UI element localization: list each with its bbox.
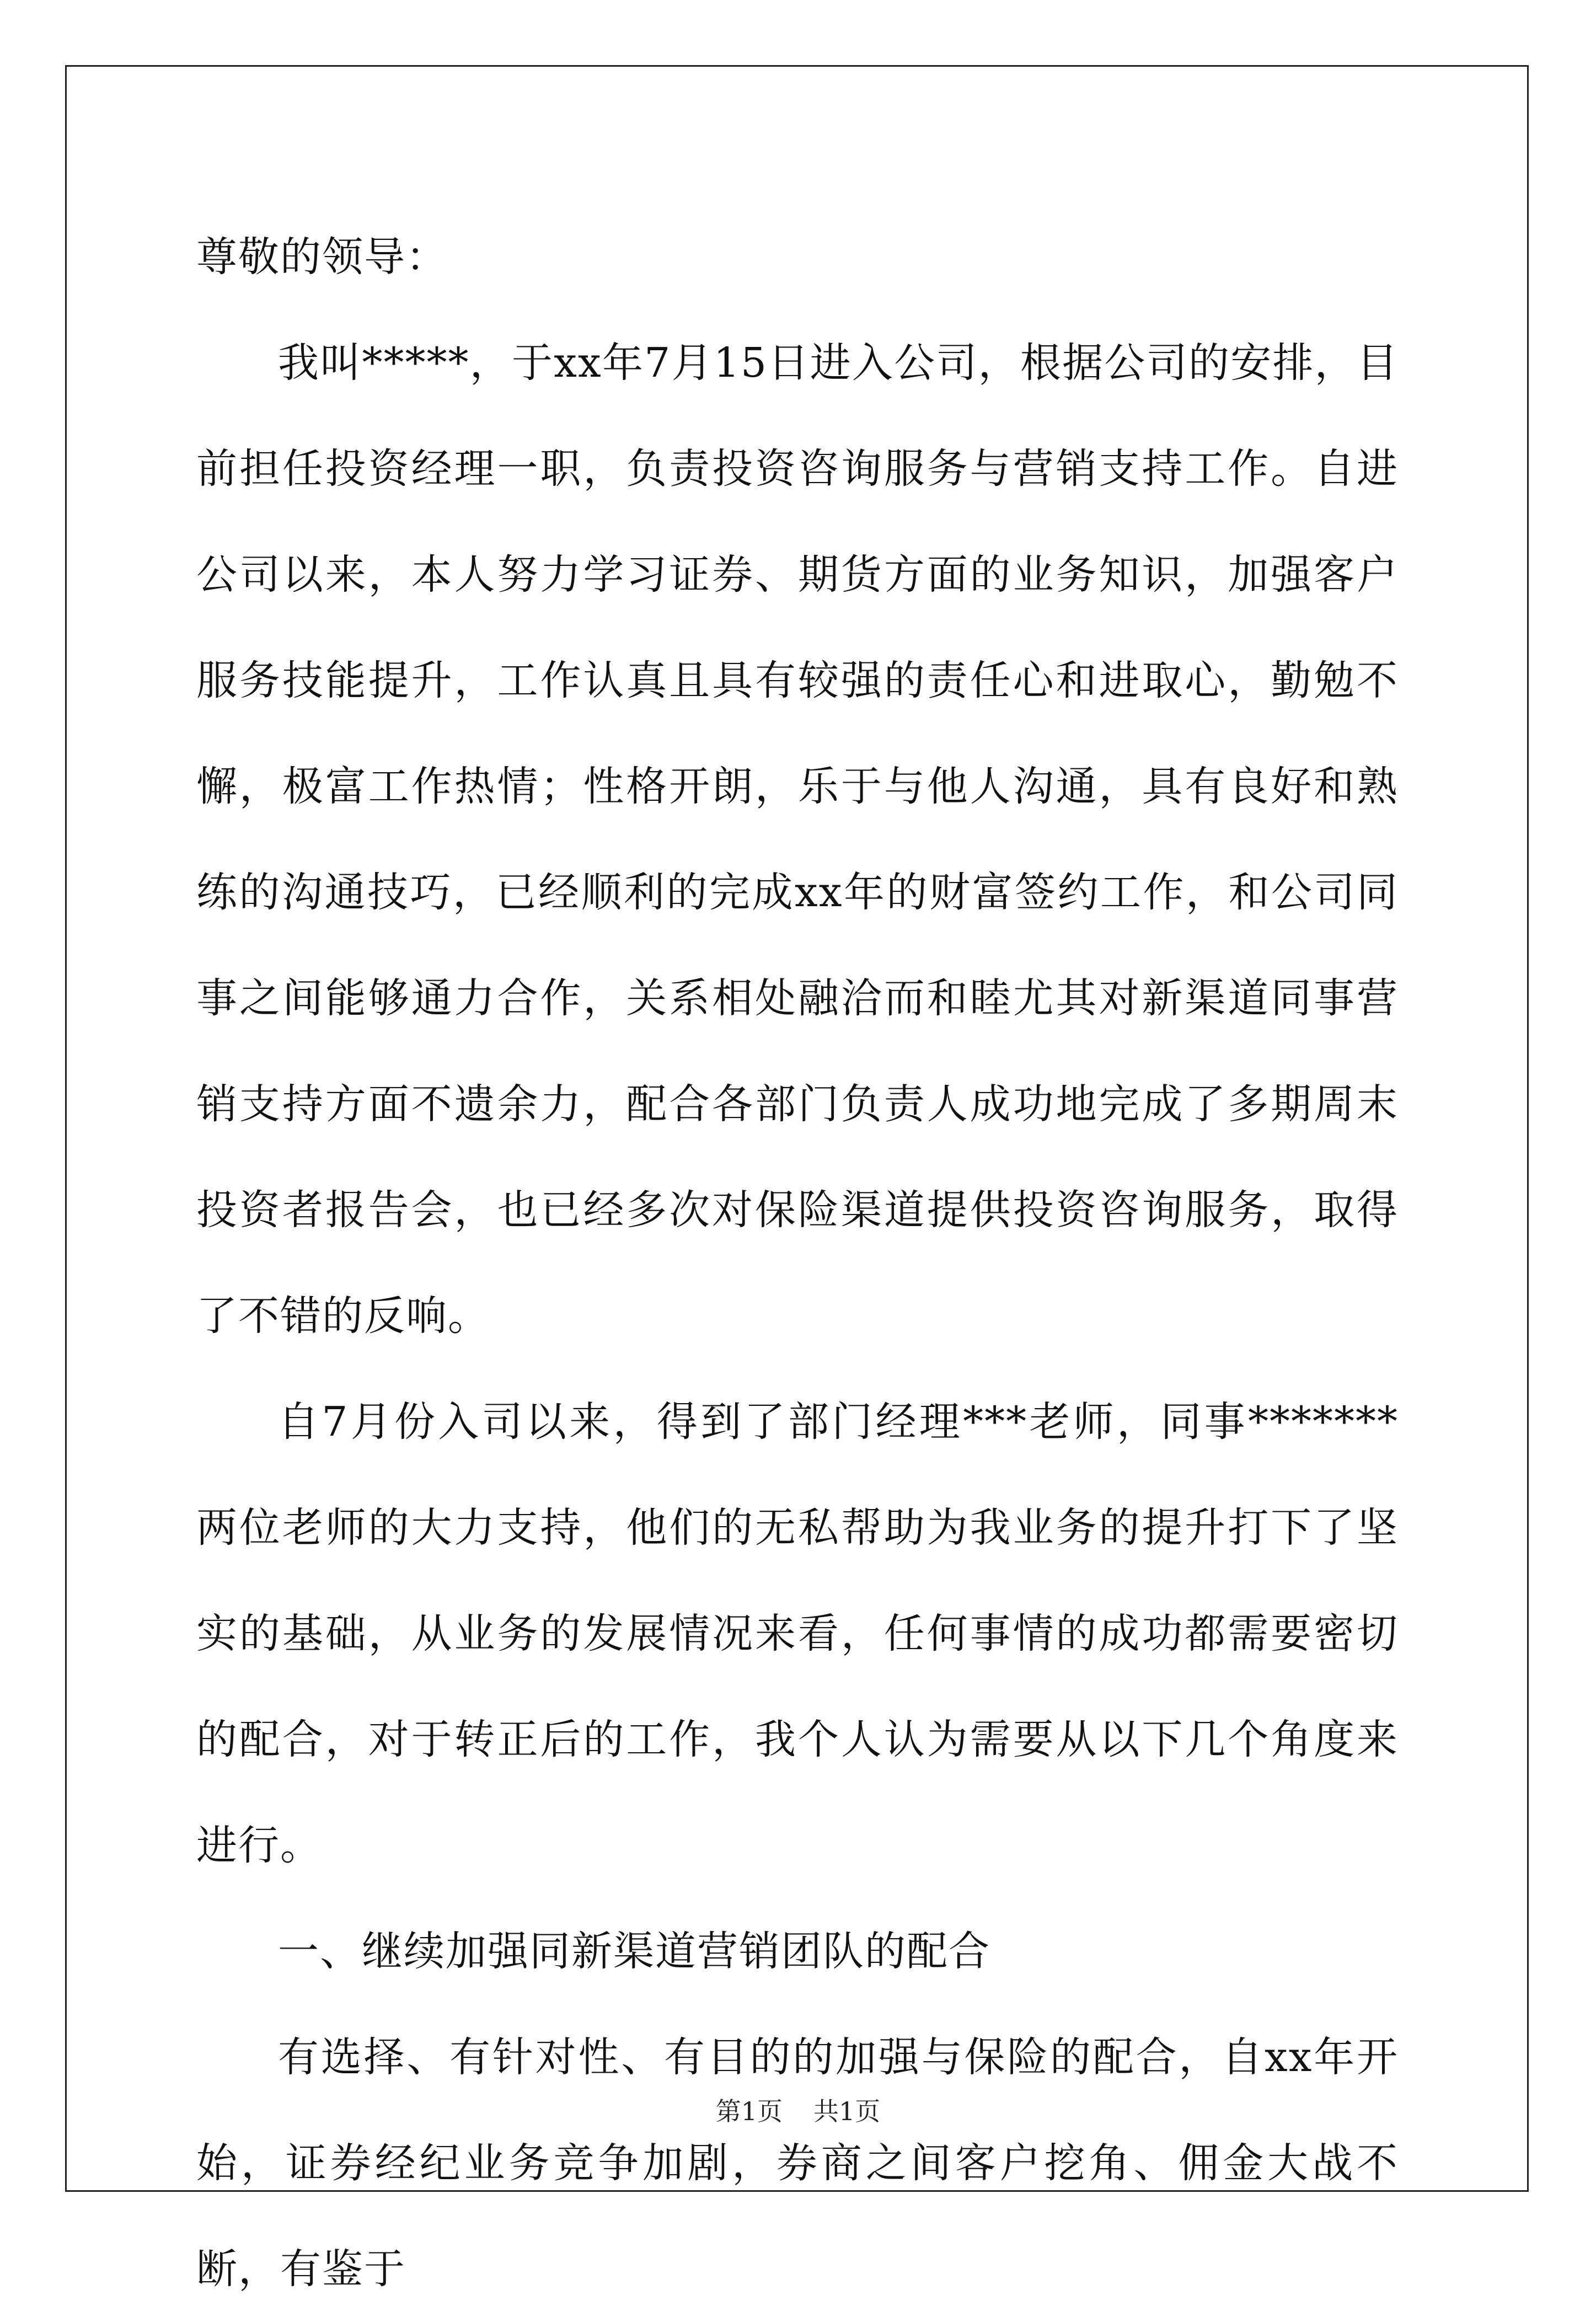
page-number: 第1页 xyxy=(715,2096,783,2126)
document-body xyxy=(196,204,1399,2322)
paragraph-cooperation: 有选择、有针对性、有目的的加强与保险的配合，自xx年开始，证券经纪业务竞争加剧，券商之间客户挖角、佣金大战不断，有鉴于 xyxy=(196,2034,1399,2293)
page-total: 共1页 xyxy=(813,2096,881,2126)
salutation: 尊敬的领导： xyxy=(196,233,448,281)
paragraph-intro: 我叫*****，于xx年7月15日进入公司，根据公司的安排，目前担任投资经理一职，负责投资咨询服务与营销支持工作。自进公司以来，本人努力学习证券、期货方面的业务知识，加强客户服务技能提升，工作认真且具有较强的责任心和进取心，勤勉不懈，极富工作热情；性格开朗，乐于与他人沟通，具有良好和熟练的沟通技巧，已经顺利的完成xx年的财富签约工作，和公司同事之间能够通力合作，关系相处融洽而和睦尤其对新渠道同事营销支持方面不遗余力，配合各部门负责人成功地完成了多期周末投资者报告会，也已经多次对保险渠道提供投资咨询服务，取得了不错的反响。 xyxy=(196,339,1399,1340)
paragraph-support: 自7月份入司以来，得到了部门经理***老师，同事*******两位老师的大力支持，他们的无私帮助为我业务的提升打下了坚实的基础，从业务的发展情况来看，任何事情的成功都需要密切的配合，对于转正后的工作，我个人认为需要从以下几个角度来进行。 xyxy=(196,1398,1399,1869)
section-heading: 一、继续加强同新渠道营销团队的配合 xyxy=(278,1928,990,1975)
page-footer xyxy=(0,2095,1596,2128)
